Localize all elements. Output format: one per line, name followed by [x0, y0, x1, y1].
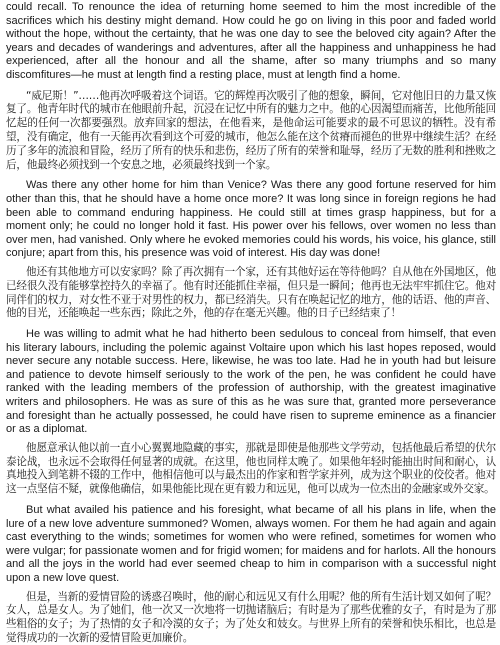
paragraph-en-1: could recall. To renounce the idea of returning home seemed to him the most incredible of the sacrifices which his destiny might demand. How could he go on living in this poor and faded world without the hope, without the certainty, that he was one day to see the beloved city again? After the years and decades of wanderings and adventures, after all the happiness and unhappiness he had experienced, after all the honour and all the shame, after so many triumphs and so many discomfitures—he must at length find a resting place, must at length find a home. — [6, 1, 496, 81]
paragraph-en-3: He was willing to admit what he had hitherto been sedulous to conceal from himself, that even his literary labours, including the polemic against Voltaire upon which his last hopes reposed, would never secure any notable success. Here, likewise, he was too late. Had he in youth had but leisure and patience to devote himself seriously to the work of the pen, he was confident he could have ranked with the leading members of the profession of authorship, with the greatest imaginative writers and philosophers. He was as sure of this as he was sure that, granted more perseverance and foresight than he actually possessed, he could have risen to supreme eminence as a financier or as a diplomat. — [6, 328, 496, 436]
paragraph-en-2: Was there any other home for him than Venice? Was there any good fortune reserved for him other than this, that he should have a home once more? It was long since in foreign regions he had been able to command enduring happiness. He could still at times grasp happiness, but for a moment only; he could no longer hold it fast. His power over his fellows, over women no less than over men, had vanished. Only where he evoked memories could his words, his voice, his glance, still conjure; apart from this, his presence was void of interest. His day was done! — [6, 179, 496, 260]
paragraph-zh-4: 但是，当新的爱情冒险的诱惑召唤时，他的耐心和远见又有什么用呢？他的所有生活计划又如何了呢？女人，总是女人。为了她们，他一次又一次地将一切抛诸脑后；有时是为了那些优雅的女子，有时是为了那些粗俗的女子；为了热情的女子和冷漠的女子；为了处女和妓女。与世界上所有的荣誉和快乐相比，也总是觉得成功的一次新的爱情冒险更加廉价。 — [6, 590, 496, 644]
paragraph-en-4: But what availed his patience and his foresight, what became of all his plans in life, when the lure of a new love adventure summoned? Women, always women. For them he had again and again cast everything to the winds; sometimes for women who were refined, sometimes for women who were vulgar; for passionate women and for frigid women; for maidens and for harlots. All the honours and all the joys in the world had ever seemed cheap to him in comparison with a successful night upon a new love quest. — [6, 504, 496, 584]
paragraph-zh-2: 他还有其他地方可以安家吗？除了再次拥有一个家，还有其他好运在等待他吗？自从他在外国地区，他已经很久没有能够掌控持久的幸福了。他有时还能抓住幸福，但只是一瞬间；他再也无法牢牢抓住它。他对同伴们的权力，对女性不亚于对男性的权力，都已经消失。只有在唤起记忆的地方，他的话语、他的声音、他的目光，还能唤起一些东西；除此之外，他的存在毫无兴趣。他的日子已经结束了！ — [6, 265, 496, 320]
paragraph-zh-1: “威尼斯！”……他再次呼吸着这个词语。它的辉煌再次吸引了他的想象，瞬间，它对他旧日的力量又恢复了。他青年时代的城市在他眼前升起，沉浸在记忆中所有的魅力之中。他的心因渴望而痛苦，比他所能回忆起的任何一次都要强烈。放弃回家的想法，在他看来，是他命运可能要求的最不可思议的牺牲。没有希望，没有确定，他有一天能再次看到这个可爱的城市，他怎么能在这个贫瘠而褪色的世界中继续生活？在经历了多年的流浪和冒险，经历了所有的快乐和悲伤，经历了所有的荣誉和耻辱，经历了无数的胜利和挫败之后，他最终必须找到一个安息之地，必须最终找到一个家。 — [6, 89, 496, 171]
paragraph-zh-3: 他愿意承认他以前一直小心翼翼地隐藏的事实，那就是即使是他那些文学劳动，包括他最后希望的伏尔泰论战，也永远不会取得任何显著的成就。在这里，他也同样太晚了。如果他年轻时能抽出时间和耐心，认真地投入到笔耕不辍的工作中，他相信他可以与最杰出的作家和哲学家并列，成为这个职业的佼佼者。他对这一点坚信不疑，就像他确信，如果他能比现在更有毅力和远见，他可以成为一位杰出的金融家或外交家。 — [6, 441, 496, 496]
